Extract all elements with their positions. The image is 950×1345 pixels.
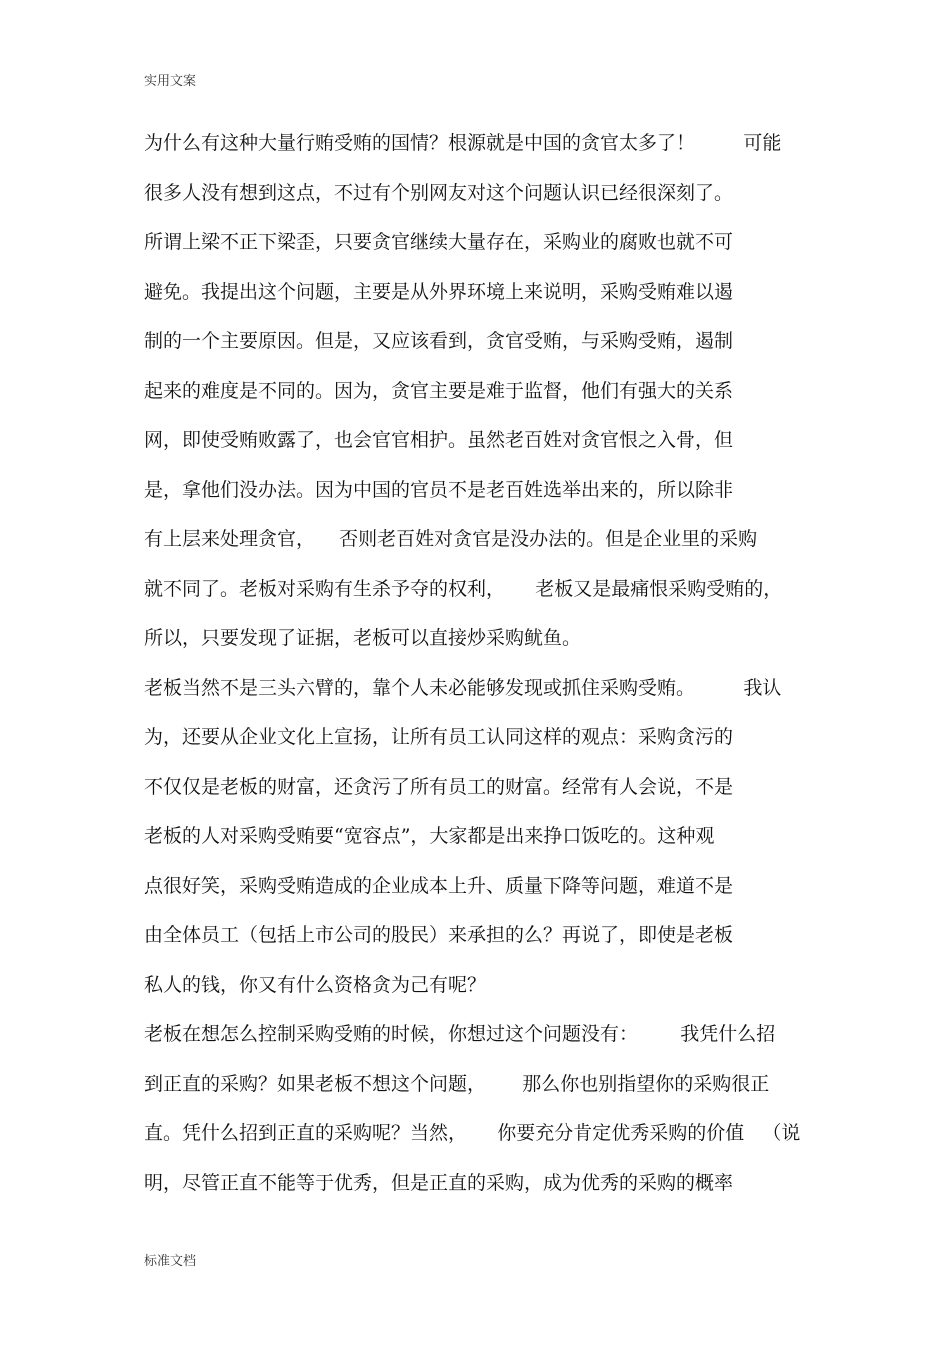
text-line: 老板的人对采购受贿要“宽容点”，大家都是出来挣口饭吃的。这种观 [144,825,715,847]
text-line: 为什么有这种大量行贿受贿的国情？根源就是中国的贪官太多了！ 可能 [144,132,782,154]
text-line: 点很好笑，采购受贿造成的企业成本上升、质量下降等问题，难道不是 [144,874,734,897]
text-line: 起来的难度是不同的。因为，贪官主要是难于监督，他们有强大的关系 [144,379,734,402]
text-line: 为，还要从企业文化上宣扬，让所有员工认同这样的观点：采购贪污的 [144,726,734,748]
page-footer: 标准文档 [144,1254,197,1269]
text-line: 所以，只要发现了证据，老板可以直接炒采购鱿鱼。 [144,627,582,649]
text-line: 网，即使受贿败露了，也会官官相护。虽然老百姓对贪官恨之入骨，但 [144,429,734,451]
text-line: 有上层来处理贪官， 否则老百姓对贪官是没办法的。但是企业里的采购 [144,528,758,550]
text-line: 明，尽管正直不能等于优秀，但是正直的采购，成为优秀的采购的概率 [144,1171,734,1194]
text-line: 老板在想怎么控制采购受贿的时候，你想过这个问题没有： 我凭什么招 [144,1023,776,1045]
text-line: 所谓上梁不正下梁歪，只要贪官继续大量存在，采购业的腐败也就不可 [144,231,734,253]
text-line: 是，拿他们没办法。因为中国的官员不是老百姓选举出来的，所以除非 [144,478,734,501]
document-body [144,128,824,1217]
page-header: 实用文案 [144,74,197,89]
text-line: 很多人没有想到这点，不过有个别网友对这个问题认识已经很深刻了。 [144,181,734,204]
text-line: 避免。我提出这个问题，主要是从外界环境上来说明，采购受贿难以遏 [144,280,734,303]
text-line: 制的一个主要原因。但是，又应该看到，贪官受贿，与采购受贿，遏制 [144,330,734,352]
text-line: 就不同了。老板对采购有生杀予夺的权利， 老板又是最痛恨采购受贿的， [144,577,783,600]
text-line: 由全体员工（包括上市公司的股民）来承担的么？再说了，即使是老板 [144,924,734,946]
text-line: 直。凭什么招到正直的采购呢？当然， 你要充分肯定优秀采购的价值 （说 [144,1122,801,1144]
text-line: 私人的钱，你又有什么资格贪为己有呢？ [144,973,487,996]
text-line: 不仅仅是老板的财富，还贪污了所有员工的财富。经常有人会说，不是 [144,775,734,798]
text-line: 到正直的采购？如果老板不想这个问题， 那么你也别指望你的采购很正 [144,1072,770,1095]
text-line: 老板当然不是三头六臂的，靠个人未必能够发现或抓住采购受贿。 我认 [144,676,782,699]
